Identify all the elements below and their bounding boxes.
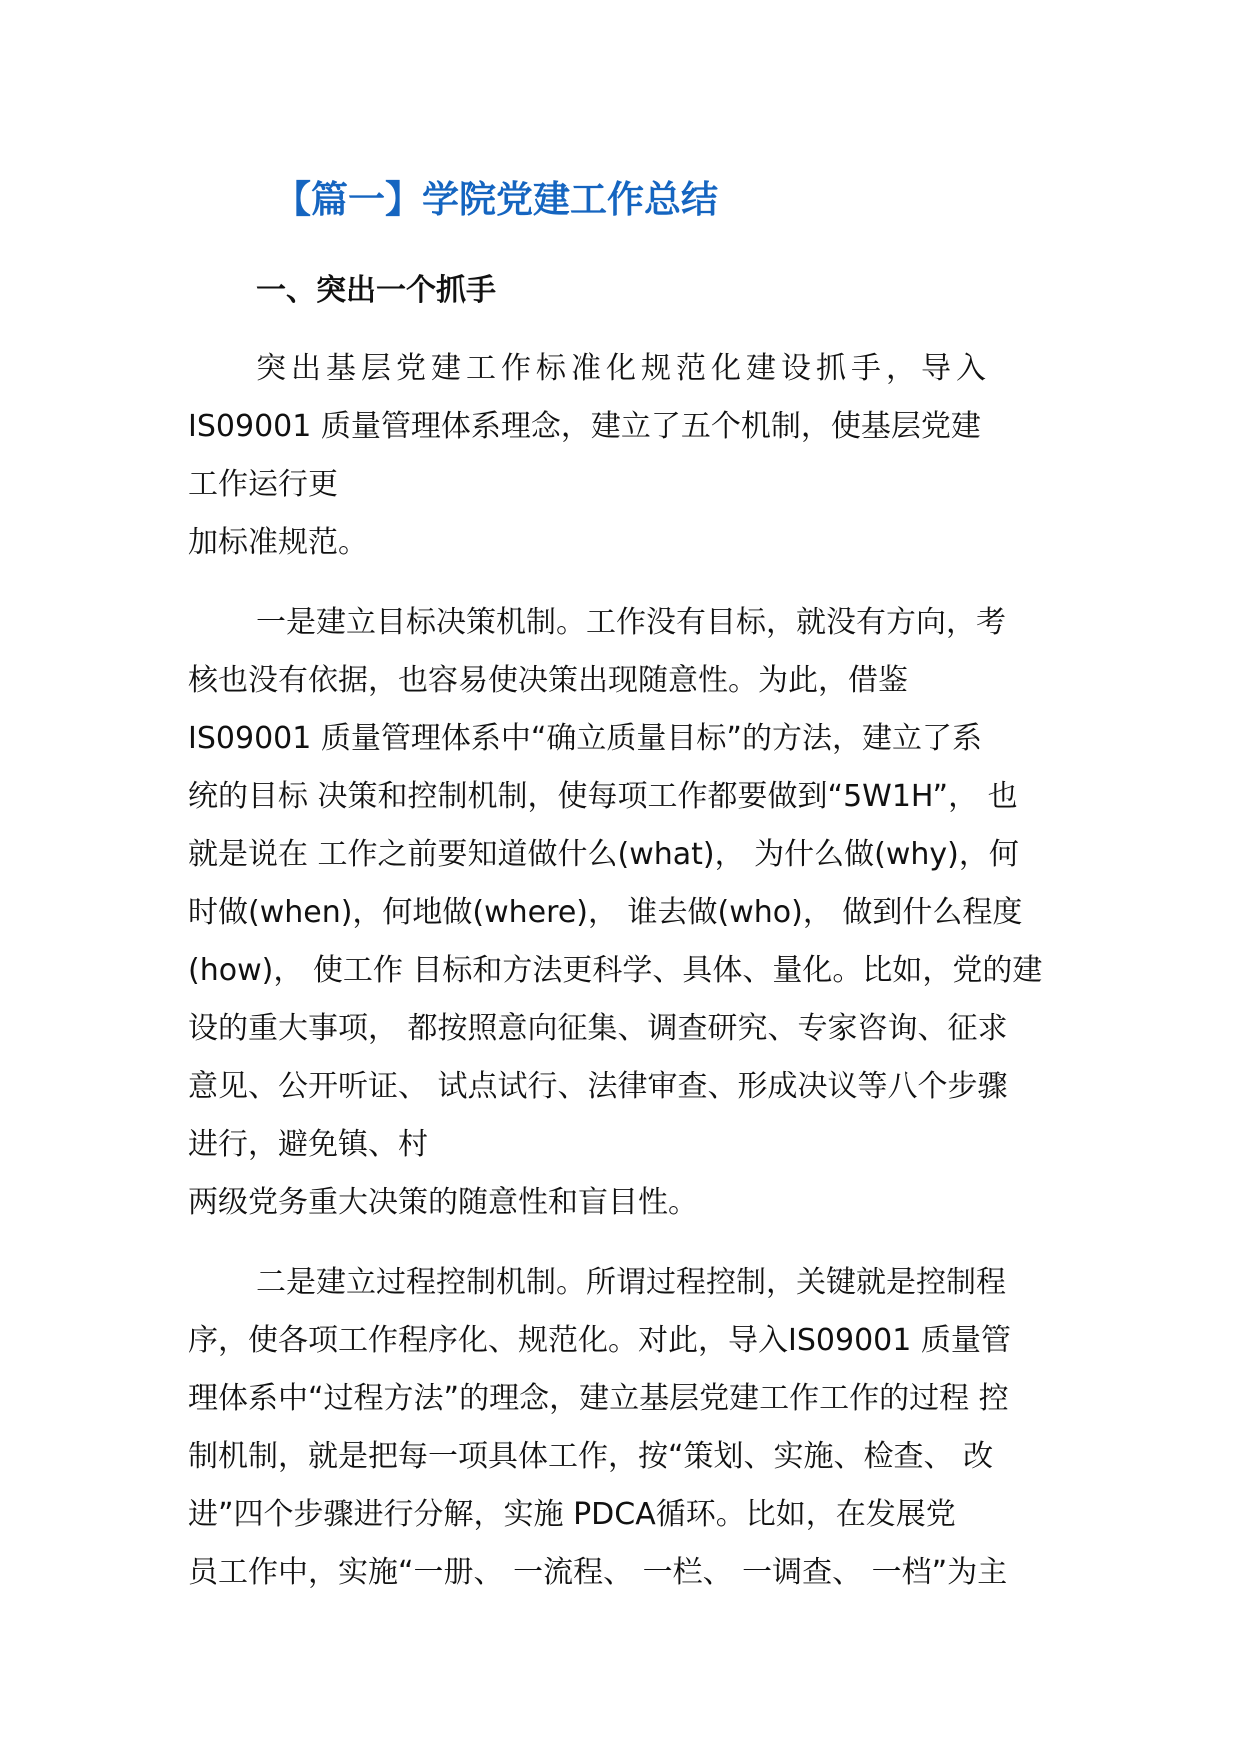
paragraph-line: 两级党务重大决策的随意性和盲目性。 — [188, 1185, 698, 1220]
paragraph-line: 就是说在 工作之前要知道做什么(what)， 为什么做(why)，何 — [188, 837, 1019, 872]
section-heading: 一、突出一个抓手 — [256, 273, 496, 308]
paragraph-line: 时做(when)，何地做(where)， 谁去做(who)， 做到什么程度 — [188, 895, 1023, 930]
paragraph-line: 突出基层党建工作标准化规范化建设抓手，导入 — [256, 351, 991, 386]
paragraph-line: 进”四个步骤进行分解，实施 PDCA循环。比如，在发展党 — [188, 1497, 956, 1532]
paragraph-line: 设的重大事项， 都按照意向征集、调查研究、专家咨询、征求 — [188, 1011, 1008, 1046]
paragraph-line: 意见、公开听证、 试点试行、法律审查、形成决议等八个步骤 — [188, 1069, 1008, 1104]
paragraph-line: 二是建立过程控制机制。所谓过程控制，关键就是控制程 — [256, 1265, 1006, 1300]
paragraph-line: 理体系中“过程方法”的理念，建立基层党建工作工作的过程 控 — [188, 1381, 1009, 1416]
paragraph-line: 进行，避免镇、村 — [188, 1127, 428, 1162]
paragraph-line: 员工作中，实施“一册、 一流程、 一栏、 一调查、 一档”为主 — [188, 1555, 1008, 1590]
paragraph-line: 制机制，就是把每一项具体工作，按“策划、实施、检查、 改 — [188, 1439, 994, 1474]
paragraph-line: 工作运行更 — [188, 467, 338, 502]
paragraph-line: 一是建立目标决策机制。工作没有目标，就没有方向，考 — [256, 605, 1006, 640]
paragraph-line: (how)， 使工作 目标和方法更科学、具体、量化。比如，党的建 — [188, 953, 1043, 988]
document-title: 【篇一】学院党建工作总结 — [274, 178, 718, 221]
paragraph-line: 加标准规范。 — [188, 525, 368, 560]
paragraph-line: IS09001 质量管理体系理念，建立了五个机制，使基层党建 — [188, 409, 981, 444]
paragraph-line: 序，使各项工作程序化、规范化。对此，导入IS09001 质量管 — [188, 1323, 1011, 1358]
paragraph-line: 核也没有依据，也容易使决策出现随意性。为此，借鉴 — [188, 663, 908, 698]
paragraph-line: 统的目标 决策和控制机制，使每项工作都要做到“5W1H”， 也 — [188, 779, 1018, 814]
paragraph-line: IS09001 质量管理体系中“确立质量目标”的方法，建立了系 — [188, 721, 982, 756]
